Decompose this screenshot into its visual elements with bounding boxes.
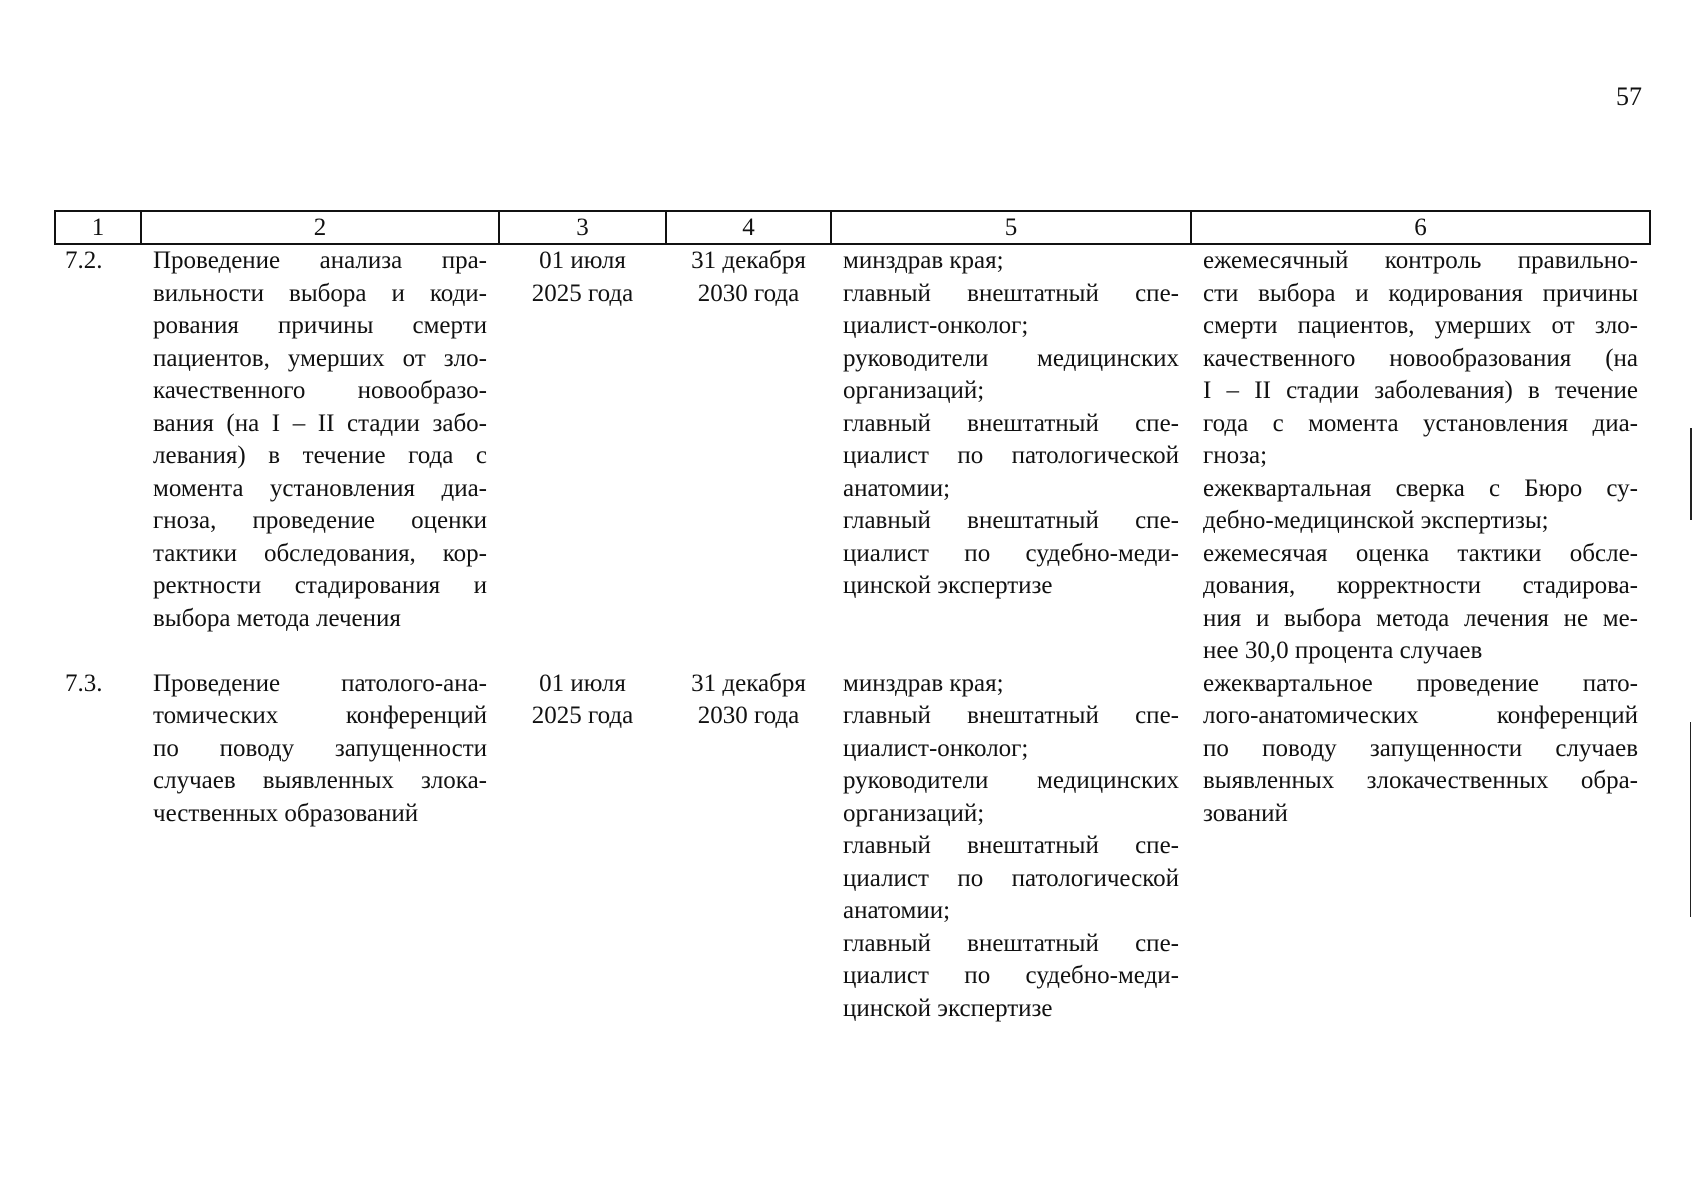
cell-text-line: главный внештатный спе- [843, 702, 1179, 729]
table-header [55, 211, 1650, 244]
row-number: 7.3. [65, 669, 103, 697]
cell-text-line: циалист по судебно-меди- [843, 962, 1179, 989]
cell-text-line: зований [1203, 799, 1288, 827]
header-row [55, 211, 1650, 244]
cell-text-line: чественных образований [153, 799, 419, 827]
cell-text-line: пациентов, умерших от зло- [153, 344, 487, 372]
cell-text-line: минздрав края; [843, 247, 1004, 274]
cell-text-line: 2030 года [697, 279, 800, 307]
cell-text-line: минздрав края; [843, 669, 1004, 697]
cell-text-line: анатомии; [843, 897, 951, 924]
cell-text-line: ежемесячая оценка тактики обсле- [1203, 539, 1638, 567]
cell-text-line: главный внештатный спе- [843, 279, 1179, 307]
cell-text-line: нее 30,0 процента случаев [1203, 637, 1483, 664]
cell-text-line: ежеквартальная сверка с Бюро су- [1203, 474, 1638, 502]
cell-text-line: вания (на I – II стадии забо- [153, 409, 487, 437]
cell-text-line: циалист по патологической [843, 442, 1179, 469]
cell-text-line: дования, корректности стадирова- [1203, 572, 1638, 599]
cell-text-line: лого-анатомических конференций [1203, 702, 1638, 729]
cell-text-line: главный внештатный спе- [843, 832, 1179, 859]
cell-text-line: качественного новообразо- [153, 377, 487, 404]
header-col-5: 5 [831, 211, 1191, 244]
page-number: 57 [1616, 82, 1642, 111]
activity-cell [141, 244, 499, 668]
table-row [55, 244, 1650, 668]
cell-text-line: циалист-онколог; [843, 312, 1029, 339]
cell-text-line: циалист по судебно-меди- [843, 539, 1179, 567]
cell-text-line: года с момента установления диа- [1203, 409, 1638, 437]
table-row [55, 668, 1650, 1026]
start-date-cell [499, 244, 666, 668]
cell-text-line: томических конференций [153, 702, 487, 729]
cell-text-line: 2030 года [697, 702, 800, 729]
margin-scan-mark [1690, 722, 1691, 917]
responsible-cell [831, 668, 1191, 1026]
cell-text-line: вильности выбора и коди- [153, 279, 487, 307]
cell-text-line: цинской экспертизе [843, 994, 1053, 1022]
cell-text-line: 01 июля [539, 247, 626, 274]
cell-text-line: по поводу запущенности случаев [1203, 734, 1638, 762]
cell-text-line: качественного новообразования (на [1203, 344, 1638, 372]
cell-text-line: I – II стадии заболевания) в течение [1203, 377, 1638, 404]
cell-text-line: выбора метода лечения [153, 604, 401, 632]
cell-text-line: 31 декабря [691, 247, 806, 274]
cell-text-line: 31 декабря [691, 669, 806, 697]
cell-text-line: момента установления диа- [153, 474, 487, 502]
result-cell [1191, 668, 1650, 1026]
start-date-cell [499, 668, 666, 1026]
cell-text-line: по поводу запущенности [153, 734, 487, 762]
measures-table [54, 210, 1651, 1025]
cell-text-line: дебно-медицинской экспертизы; [1203, 507, 1549, 534]
table-body [55, 244, 1650, 1025]
cell-text-line: ежеквартальное проведение пато- [1203, 669, 1638, 697]
cell-text-line: Проведение патолого-ана- [153, 669, 487, 697]
activity-cell [141, 668, 499, 1026]
cell-text-line: левания) в течение года с [153, 442, 487, 469]
cell-text-line: цинской экспертизе [843, 572, 1053, 599]
cell-text-line: главный внештатный спе- [843, 409, 1179, 437]
header-col-4: 4 [666, 211, 831, 244]
cell-text-line: сти выбора и кодирования причины [1203, 279, 1638, 307]
cell-text-line: анатомии; [843, 474, 951, 502]
cell-text-line: тактики обследования, кор- [153, 539, 487, 567]
cell-text-line: смерти пациентов, умерших от зло- [1203, 312, 1638, 339]
cell-text-line: главный внештатный спе- [843, 929, 1179, 957]
cell-text-line: руководители медицинских [843, 767, 1179, 794]
cell-text-line: гноза, проведение оценки [153, 507, 487, 534]
cell-text-line: ния и выбора метода лечения не ме- [1203, 604, 1638, 632]
end-date-cell [666, 668, 831, 1026]
cell-text-line: случаев выявленных злока- [153, 767, 487, 794]
header-col-1: 1 [55, 211, 141, 244]
cell-text-line: главный внештатный спе- [843, 507, 1179, 534]
cell-text-line: 01 июля [539, 669, 626, 697]
cell-text-line: ректности стадирования и [153, 572, 487, 599]
margin-scan-mark [1690, 428, 1692, 520]
row-number: 7.2. [65, 247, 103, 274]
responsible-cell [831, 244, 1191, 668]
cell-text-line: Проведение анализа пра- [153, 247, 487, 274]
header-col-6: 6 [1191, 211, 1650, 244]
cell-text-line: гноза; [1203, 442, 1268, 469]
header-col-3: 3 [499, 211, 666, 244]
cell-text-line: ежемесячный контроль правильно- [1203, 247, 1638, 274]
cell-text-line: организаций; [843, 799, 985, 827]
cell-text-line: выявленных злокачественных обра- [1203, 767, 1638, 794]
result-cell [1191, 244, 1650, 668]
end-date-cell [666, 244, 831, 668]
cell-text-line: циалист по патологической [843, 864, 1179, 892]
header-col-2: 2 [141, 211, 499, 244]
cell-text-line: рования причины смерти [153, 312, 487, 339]
cell-text-line: 2025 года [531, 702, 634, 729]
cell-text-line: организаций; [843, 377, 985, 404]
cell-text-line: циалист-онколог; [843, 734, 1029, 762]
cell-text-line: 2025 года [531, 279, 634, 307]
cell-text-line: руководители медицинских [843, 344, 1179, 372]
